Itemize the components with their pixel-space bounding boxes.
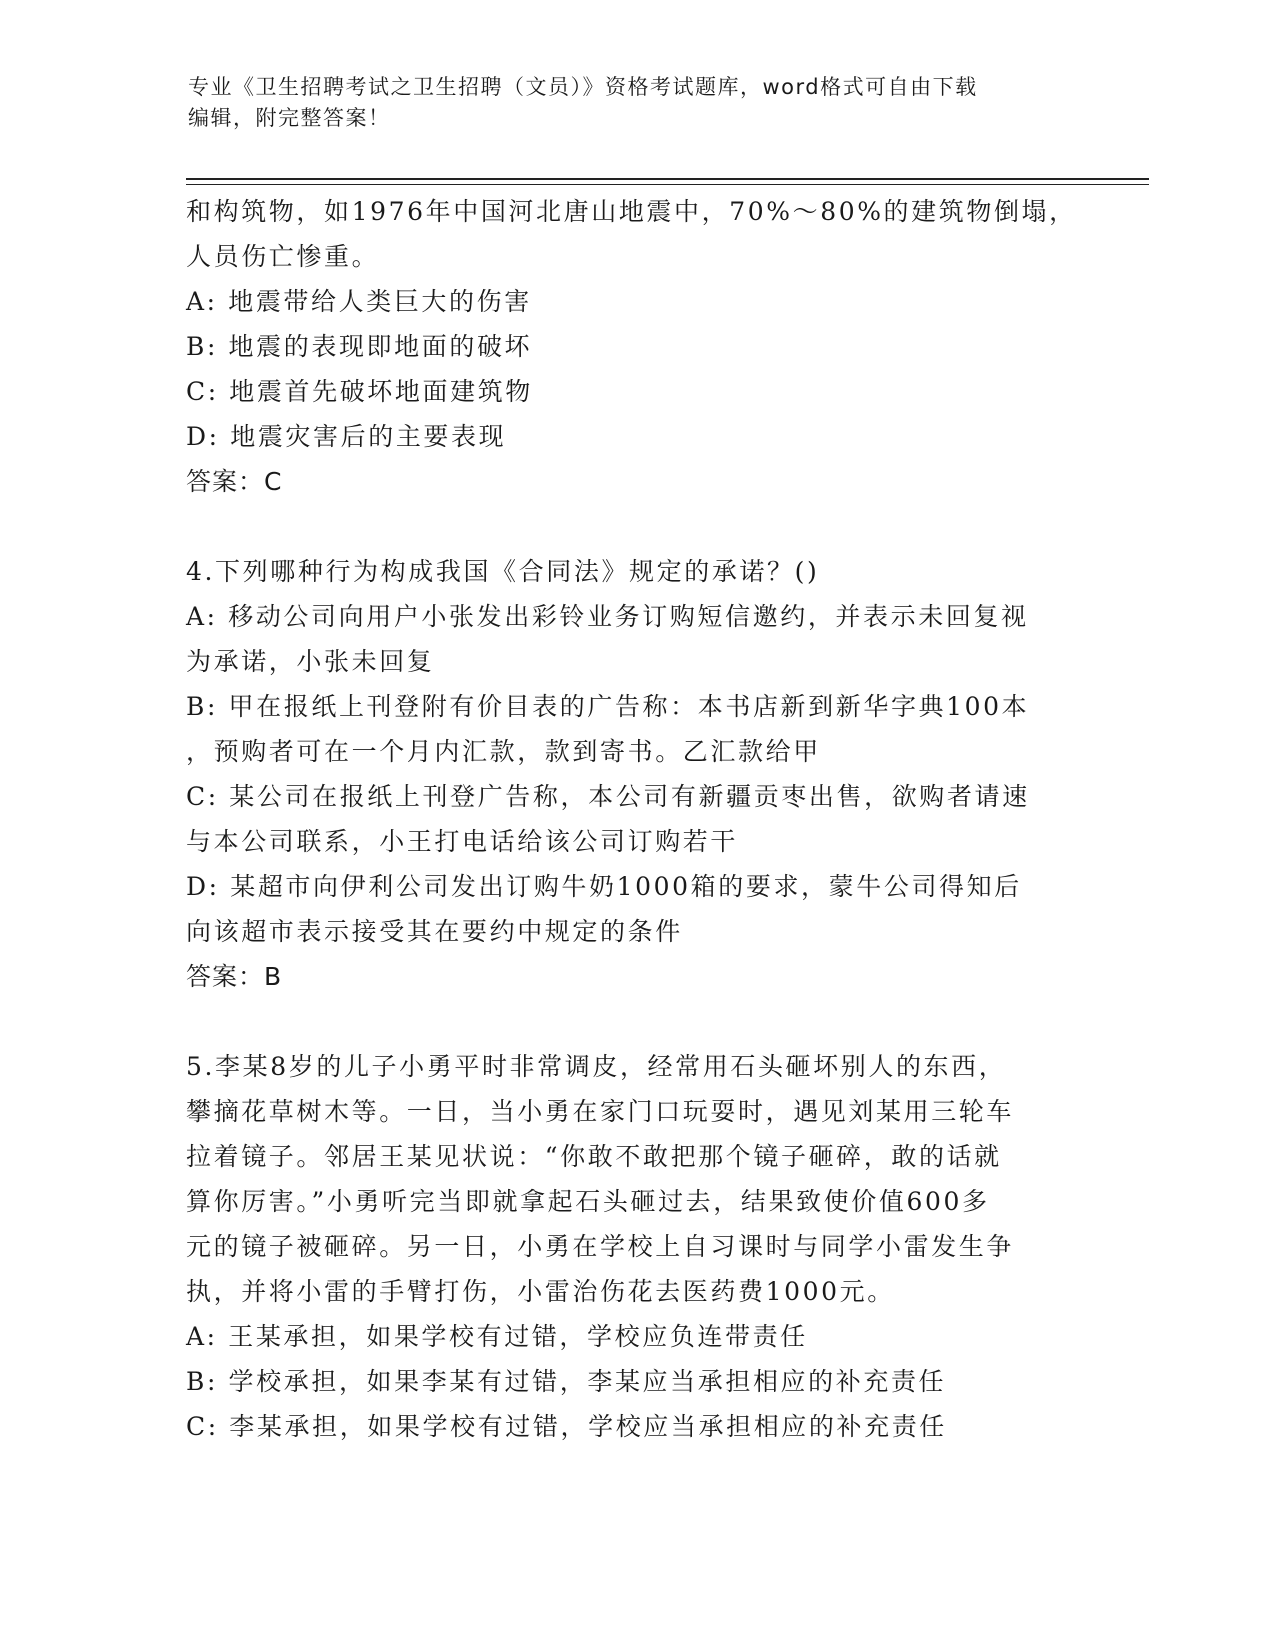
option-b-continued: ，预购者可在一个月内汇款，款到寄书。乙汇款给甲: [186, 737, 821, 766]
option-a: A: 地震带给人类巨大的伤害: [186, 287, 532, 316]
option-a: A: 移动公司向用户小张发出彩铃业务订购短信邀约，并表示未回复视: [186, 602, 1029, 631]
spacer: [186, 504, 1086, 549]
option-b: B: 甲在报纸上刊登附有价目表的广告称：本书店新到新华字典100本: [186, 692, 1030, 721]
header-line-1: 专业《卫生招聘考试之卫生招聘（文员）》资格考试题库，word格式可自由下载: [188, 75, 978, 99]
question-4: [186, 549, 1086, 999]
question-3: [186, 189, 1086, 504]
question-stem-line: 元的镜子被砸碎。另一日，小勇在学校上自习课时与同学小雷发生争: [186, 1232, 1015, 1261]
question-stem-line: 攀摘花草树木等。一日，当小勇在家门口玩耍时，遇见刘某用三轮车: [186, 1097, 1015, 1126]
question-stem-line: 人员伤亡惨重。: [186, 242, 380, 271]
question-stem-line: 算你厉害。”小勇听完当即就拿起石头砸过去，结果致使价值600多: [186, 1187, 990, 1216]
question-stem-line: 执，并将小雷的手臂打伤，小雷治伤花去医药费1000元。: [186, 1277, 895, 1306]
answer: 答案：B: [186, 962, 283, 991]
header-rule-thin: [186, 184, 1149, 185]
option-a: A: 王某承担，如果学校有过错，学校应负连带责任: [186, 1322, 808, 1351]
header-line-2: 编辑，附完整答案！: [188, 106, 391, 130]
page-header: [188, 72, 1068, 134]
question-5: [186, 1044, 1086, 1449]
question-stem-line: 拉着镜子。邻居王某见状说：“你敢不敢把那个镜子砸碎，敢的话就: [186, 1142, 1002, 1171]
option-d: D: 某超市向伊利公司发出订购牛奶1000箱的要求，蒙牛公司得知后: [186, 872, 1022, 901]
option-c-continued: 与本公司联系，小王打电话给该公司订购若干: [186, 827, 739, 856]
option-a-continued: 为承诺，小张未回复: [186, 647, 435, 676]
option-b: B: 地震的表现即地面的破坏: [186, 332, 533, 361]
option-c: C: 李某承担，如果学校有过错，学校应当承担相应的补充责任: [186, 1412, 947, 1441]
question-stem-line: 4.下列哪种行为构成我国《合同法》规定的承诺？(): [186, 557, 820, 586]
question-stem-line: 5.李某8岁的儿子小勇平时非常调皮，经常用石头砸坏别人的东西，: [186, 1052, 1007, 1081]
option-c: C: 地震首先破坏地面建筑物: [186, 377, 533, 406]
header-rule: [186, 178, 1149, 180]
option-d-continued: 向该超市表示接受其在要约中规定的条件: [186, 917, 683, 946]
answer: 答案：C: [186, 467, 283, 496]
option-b: B: 学校承担，如果李某有过错，李某应当承担相应的补充责任: [186, 1367, 947, 1396]
option-c: C: 某公司在报纸上刊登广告称，本公司有新疆贡枣出售，欲购者请速: [186, 782, 1030, 811]
option-d: D: 地震灾害后的主要表现: [186, 422, 507, 451]
spacer: [186, 999, 1086, 1044]
question-stem-line: 和构筑物，如1976年中国河北唐山地震中，70%～80%的建筑物倒塌，: [186, 197, 1077, 226]
document-body: [186, 189, 1086, 1449]
